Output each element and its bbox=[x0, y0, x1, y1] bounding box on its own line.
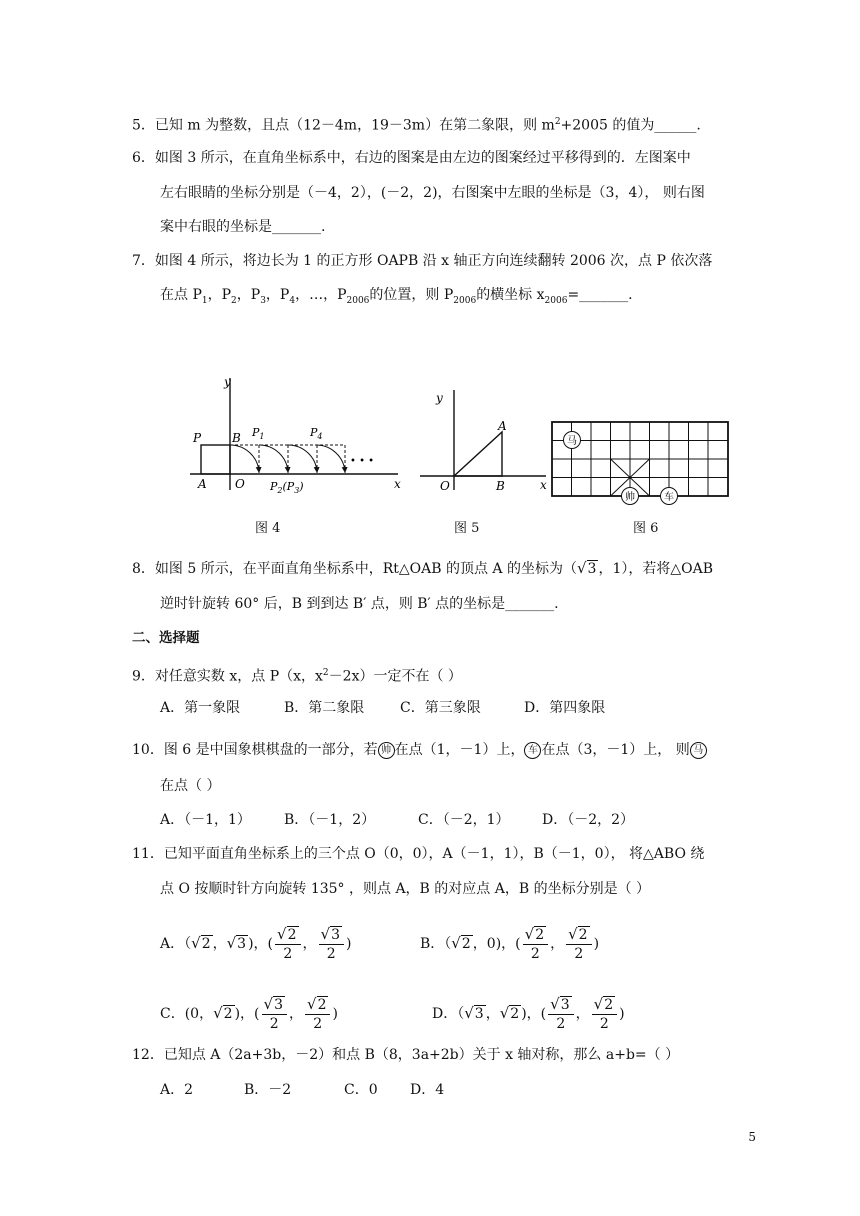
q11a-label: A．（ bbox=[160, 936, 192, 952]
q7-sub: 3 bbox=[260, 295, 266, 306]
q10-seg: 在点（1，－1）上， bbox=[394, 742, 525, 758]
q7-sub: 4 bbox=[289, 295, 296, 306]
q11c-sep: ， bbox=[289, 1006, 303, 1022]
q11d-sep: ， bbox=[575, 1006, 590, 1022]
q7-seg: ，P bbox=[265, 287, 290, 303]
q7-seg: ，P bbox=[236, 287, 261, 303]
fig4-label-O: O bbox=[235, 477, 245, 491]
q11c-rad1: 2 bbox=[223, 1006, 233, 1022]
q11a-frac1: $\frac{√2}{2}$ bbox=[275, 925, 300, 963]
q11c-frac1: $\frac{√3}{2}$ bbox=[262, 995, 287, 1033]
fig4-label-P2P3: $P_2(P_3)$ bbox=[270, 480, 304, 495]
q5-text-end: +2005 的值为______. bbox=[560, 117, 701, 134]
q7-seg: 的位置，则 P bbox=[369, 287, 454, 303]
q12-option-a: A．2 bbox=[160, 1082, 194, 1098]
q7-sub: 1 bbox=[201, 295, 208, 306]
q11-option-b bbox=[420, 925, 599, 963]
fig6-che-label: 车 bbox=[664, 492, 674, 503]
question-5 bbox=[132, 112, 701, 136]
q12-option-b: B．－2 bbox=[244, 1082, 292, 1098]
q11-option-c bbox=[160, 995, 338, 1033]
question-7-line1: 7．如图 4 所示，将边长为 1 的正方形 OAPB 沿 x 轴正方向连续翻转 2006 次，点 P 依次落 bbox=[132, 253, 713, 269]
figure-4 bbox=[190, 372, 410, 498]
fig4-label-A: A bbox=[198, 477, 207, 491]
question-9-options bbox=[160, 698, 605, 718]
q10-seg: 在点（3，－1）上， 则 bbox=[541, 742, 690, 758]
question-12-options bbox=[160, 1080, 444, 1100]
q8-seg: ，1），若将△OAB bbox=[598, 561, 714, 577]
q7-seg: =_______. bbox=[567, 287, 633, 303]
q11a-sep: ， bbox=[212, 936, 227, 952]
q11d-frac1: $\frac{√3}{2}$ bbox=[548, 995, 573, 1033]
q7-sub: 2006 bbox=[346, 295, 370, 306]
fig4-arc-4 bbox=[317, 445, 345, 472]
fig5-label-O: O bbox=[440, 479, 450, 493]
q11d-label: D．（ bbox=[432, 1006, 465, 1022]
q11c-frac2: $\frac{√2}{2}$ bbox=[305, 995, 330, 1033]
q10-seg: 10．图 6 是中国象棋棋盘的一部分，若 bbox=[132, 742, 378, 758]
shuai-piece-icon: 帅 bbox=[378, 742, 395, 759]
q11-option-a bbox=[160, 925, 351, 963]
sqrt-icon: √ bbox=[451, 934, 461, 952]
q11b-sep: ， bbox=[550, 936, 565, 952]
question-6-line3: 案中右眼的坐标是_______. bbox=[160, 219, 326, 235]
sqrt-icon: √ bbox=[226, 934, 237, 952]
q9-sup: 2 bbox=[322, 668, 329, 678]
question-6-line2: 左右眼睛的坐标分别是（－4，2），(－2，2)，右图案中左眼的坐标是（3，4）， 则右图 bbox=[160, 185, 705, 201]
q11a-frac2: $\frac{√3}{2}$ bbox=[319, 925, 344, 963]
q9-seg: 9．对任意实数 x，点 P（x，x bbox=[132, 668, 323, 685]
q10-option-a: A．（－1，1） bbox=[160, 812, 251, 828]
q11c-sep: ) bbox=[332, 1006, 338, 1022]
q11c-sep: )，( bbox=[234, 1006, 260, 1022]
q11b-sep: ) bbox=[593, 936, 600, 952]
fig4-arc-1 bbox=[230, 445, 259, 472]
figure-6-caption: 图 6 bbox=[633, 521, 659, 536]
fig5-x-label: x bbox=[540, 478, 547, 492]
q11a-rad1: 2 bbox=[201, 936, 211, 952]
q11b-label: B．（ bbox=[420, 936, 452, 952]
fig5-y-label: y bbox=[436, 391, 443, 405]
q7-seg: ，P bbox=[207, 287, 232, 303]
question-11-line1: 11．已知平面直角坐标系上的三个点 O（0，0），A（－1，1），B（－1，0）， 将△ABO 绕 bbox=[132, 846, 705, 862]
q11a-rad2: 3 bbox=[237, 936, 247, 952]
page-number: 5 bbox=[748, 1130, 756, 1144]
fig4-arc-3 bbox=[288, 445, 317, 472]
q11b-frac1: $\frac{√2}{2}$ bbox=[523, 925, 548, 963]
sqrt-icon: √ bbox=[213, 1004, 223, 1022]
fig6-grid bbox=[552, 422, 728, 496]
sqrt-icon: √ bbox=[499, 1004, 510, 1022]
q9-option-c: C．第三象限 bbox=[400, 700, 481, 716]
question-12-stem: 12．已知点 A（2a+3b，－2）和点 B（8，3a+2b）关于 x 轴对称，那么 a+b=（ ） bbox=[132, 1047, 680, 1063]
fig4-label-P1: $P_1$ bbox=[252, 426, 265, 441]
sqrt-icon: √ bbox=[576, 559, 587, 577]
fig5-triangle bbox=[454, 432, 502, 476]
figure-4-caption: 图 4 bbox=[255, 521, 281, 536]
q7-sub: 2006 bbox=[453, 295, 477, 306]
q11-option-d bbox=[432, 995, 625, 1033]
q10-option-b: B．（－1，2） bbox=[284, 812, 376, 828]
q5-text: 5．已知 m 为整数，且点（12－4m，19－3m）在第二象限，则 m bbox=[132, 117, 555, 134]
ma-piece-icon: 马 bbox=[690, 742, 707, 759]
q10-option-c: C．（－2，1） bbox=[418, 812, 510, 828]
q7-seg: 在点 P bbox=[160, 287, 202, 303]
q11b-rad1: 2 bbox=[461, 936, 471, 952]
q11d-rad2: 2 bbox=[510, 1006, 520, 1022]
fig5-label-A: A bbox=[498, 419, 507, 433]
question-8-line2: 逆时针旋转 60° 后，B 到到达 B′ 点，则 B′ 点的坐标是_______. bbox=[160, 596, 559, 612]
question-10-options bbox=[160, 810, 634, 830]
q11a-sep: ， bbox=[302, 936, 317, 952]
q9-seg: －2x）一定不在（ ） bbox=[328, 668, 462, 685]
question-8-line1 bbox=[132, 558, 713, 579]
q5-sup: 2 bbox=[554, 117, 561, 127]
fig4-dots: • • • bbox=[350, 456, 375, 467]
q11b-frac2: $\frac{√2}{2}$ bbox=[566, 925, 591, 963]
q7-seg: 的横坐标 x bbox=[476, 287, 545, 303]
question-10-line2: 在点（ ） bbox=[160, 778, 221, 794]
question-7-line2 bbox=[160, 285, 633, 311]
q11a-sep: ) bbox=[346, 936, 352, 952]
q7-seg: ，…，P bbox=[295, 287, 347, 303]
fig5-label-B: B bbox=[496, 479, 505, 493]
q12-option-d: D．4 bbox=[410, 1082, 445, 1098]
sqrt-icon: √ bbox=[464, 1004, 474, 1022]
fig4-arc-2 bbox=[259, 445, 288, 472]
q10-option-d: D．（－2，2） bbox=[542, 812, 635, 828]
q9-option-b: B．第二象限 bbox=[284, 700, 365, 716]
fig4-label-P4: $P_4$ bbox=[310, 426, 323, 441]
fig4-x-label: x bbox=[394, 477, 401, 491]
che-piece-icon: 车 bbox=[524, 742, 541, 759]
q11d-sep: ， bbox=[485, 1006, 500, 1022]
q11d-sep: )，( bbox=[521, 1006, 547, 1022]
fig4-y-label: y bbox=[224, 375, 231, 389]
question-11-line2: 点 O 按顺时针方向旋转 135° ，则点 A，B 的对应点 A，B 的坐标分别是（ ） bbox=[160, 881, 651, 897]
q11d-sep: ) bbox=[619, 1006, 625, 1022]
q9-option-d: D．第四象限 bbox=[524, 700, 606, 716]
fig4-label-B: B bbox=[232, 431, 241, 445]
figure-6 bbox=[548, 418, 734, 508]
q11c-label: C．(0， bbox=[160, 1006, 214, 1022]
question-10-line1 bbox=[132, 740, 707, 760]
fig4-label-P: P bbox=[193, 431, 202, 445]
fig6-ma-label: 马 bbox=[567, 436, 577, 447]
q11b-sep: ，0)，( bbox=[472, 936, 521, 952]
section-heading: 二、选择题 bbox=[132, 630, 200, 646]
q9-option-a: A．第一象限 bbox=[160, 700, 241, 716]
question-9-stem bbox=[132, 663, 462, 687]
figure-5-caption: 图 5 bbox=[454, 521, 480, 536]
q11d-rad1: 3 bbox=[474, 1006, 484, 1022]
q11a-sep: )，( bbox=[248, 936, 274, 952]
fig6-shuai-label: 帅 bbox=[625, 492, 635, 503]
sqrt-icon: √ bbox=[191, 934, 201, 952]
q8-radicand: 3 bbox=[587, 561, 597, 577]
figure-5 bbox=[420, 388, 552, 494]
q7-sub: 2 bbox=[231, 295, 237, 306]
question-6-line1: 6．如图 3 所示，在直角坐标系中，右边的图案是由左边的图案经过平移得到的．左图案中 bbox=[132, 150, 691, 166]
q12-option-c: C．0 bbox=[344, 1082, 378, 1098]
fig4-square bbox=[201, 445, 230, 474]
q7-sub: 2006 bbox=[544, 295, 568, 306]
q8-seg: 8．如图 5 所示，在平面直角坐标系中，Rt△OAB 的顶点 A 的坐标为（ bbox=[132, 561, 577, 577]
q11d-frac2: $\frac{√2}{2}$ bbox=[592, 995, 617, 1033]
